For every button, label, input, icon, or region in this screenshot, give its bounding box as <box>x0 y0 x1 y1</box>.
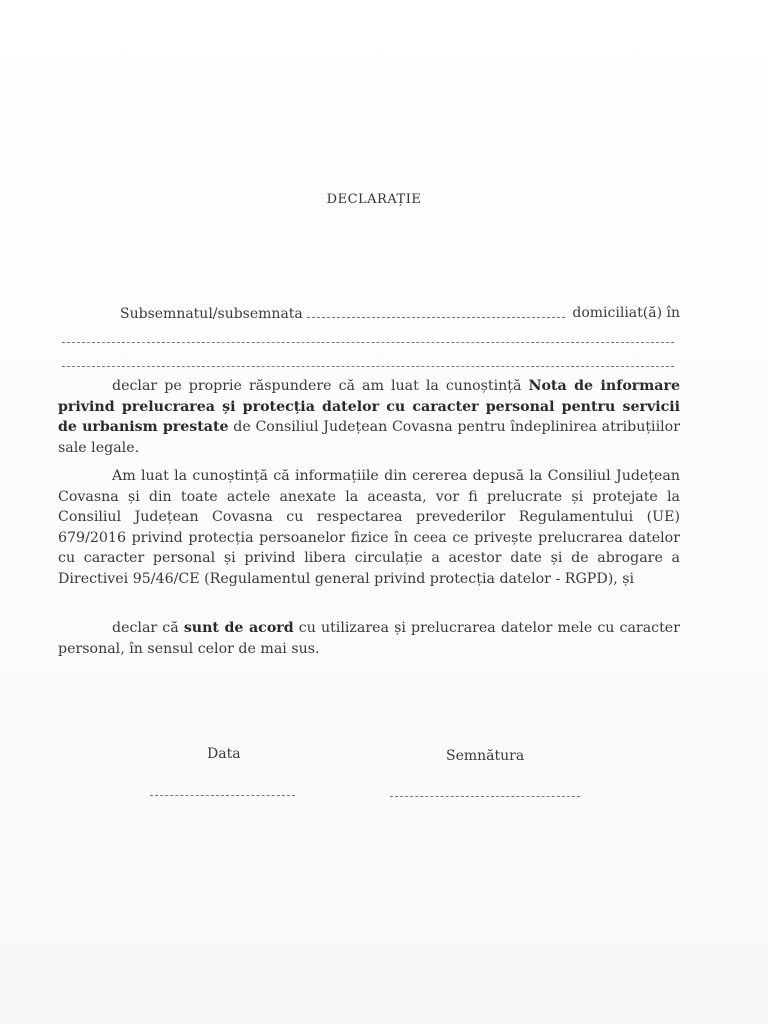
subscriber-name-blank <box>307 305 565 318</box>
p2-text: Am luat la cunoștință că informațiile din cererea depusă la Consiliul Județean Covasna și din toate actele anexate la aceasta, vor fi prelucrate și protejate la Consiliul Județean Covasna cu respectarea prevederilor Regulamentului (UE) 679/2016 privind protecția persoanelor fizice în ceea ce privește prelucrarea datelor cu caracter personal și privind libera circulație a acestor date și de abrogare a Directivei 95/46/CE (Regulamentul general privind protecția datelor - RGPD), și <box>58 468 680 587</box>
paragraph-declaration <box>58 376 680 458</box>
subscriber-label: Subsemnatul/subsemnata <box>120 306 303 322</box>
address-line-1 <box>62 342 674 343</box>
paragraph-informed <box>58 466 680 589</box>
subscriber-line <box>120 305 680 322</box>
p3-bold-text: sunt de acord <box>183 620 294 636</box>
p3-text-b: cu utilizarea și prelucrarea datelor mele cu caracter personal, în sensul celor de mai sus. <box>58 620 680 657</box>
date-blank-line <box>150 795 295 796</box>
signature-blank-line <box>390 796 580 797</box>
p3-text-a: declar că <box>112 620 184 636</box>
p1-text-b: de Consiliul Județean Covasna pentru îndeplinirea atribuțiilor sale legale. <box>58 419 680 456</box>
document-title: DECLARAȚIE <box>326 192 422 207</box>
address-line-2 <box>62 366 674 367</box>
p1-bold-text: Nota de informare privind prelucrarea și protecția datelor cu caracter personal pentru servicii de urbanism prestate <box>58 378 680 435</box>
signature-label: Semnătura <box>446 748 525 764</box>
p1-text-a: declar pe proprie răspundere că am luat la cunoștință <box>112 378 529 394</box>
date-label: Data <box>207 746 241 762</box>
domicile-label: domiciliat(ă) în <box>572 305 680 321</box>
paragraph-consent <box>58 618 680 659</box>
